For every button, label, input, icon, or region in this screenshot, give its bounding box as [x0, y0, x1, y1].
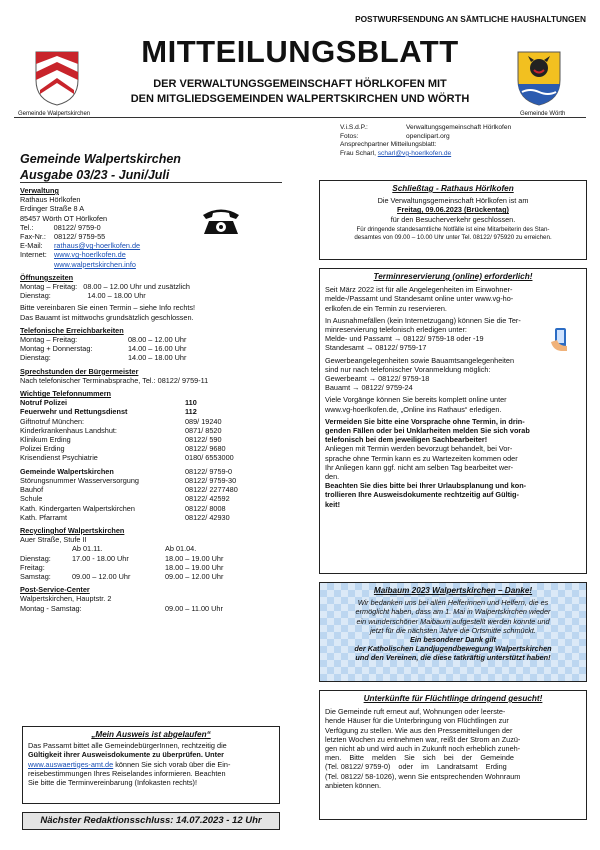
- postwurf-note: POSTWURFSENDUNG AN SÄMTLICHE HAUSHALTUNGEN: [355, 14, 586, 24]
- ausgabe-underline: [20, 182, 282, 183]
- fluechtlinge-box: [319, 690, 587, 820]
- recyclinghof-row: Samstag: 09.00 – 12.00 Uhr 09.00 – 12.00 Uhr: [20, 571, 224, 581]
- termin-text-e: Vermeiden Sie bitte eine Vorsprache ohne Termin, in drin- genden Fällen oder bei Unklarheiten melden Sie sich vorab telefonisch bei dem jeweiligen Sachbearbeiter!: [325, 416, 530, 445]
- left-crest-caption: Gemeinde Walpertskirchen: [18, 111, 91, 117]
- oeffnungszeiten-note: Bitte vereinbaren Sie einen Termin – siehe Info rechts!: [20, 303, 196, 313]
- schliesstag-text: für den Besucherverkehr geschlossen.: [390, 214, 516, 224]
- fotos-label: Fotos:: [340, 132, 359, 140]
- verwaltung-line: 85457 Wörth OT Hörlkofen: [20, 213, 108, 223]
- schliesstag-date: Freitag, 09.06.2023 (Brückentag): [397, 205, 509, 215]
- schliesstag-box: [319, 180, 587, 260]
- maibaum-text: Ein besonderer Dank gilt: [410, 635, 496, 645]
- ausweis-title: „Mein Ausweis ist abgelaufen“: [91, 730, 211, 739]
- termin-text-f: Anliegen mit Termin werden bevorzugt behandelt, bei Vor- sprache ohne Termin kann es zu Wartezeiten kommen oder Ihr Anliegen kann ggf. nicht am selben Tag bearbeitet wer- den.: [325, 444, 518, 482]
- recyclinghof-row: Freitag: 18.00 – 19.00 Uhr: [20, 562, 224, 572]
- termin-text-g: Beachten Sie dies bitte bei Ihrer Urlaubsplanung und kon- trollieren Ihre Ausweisdokumente rechtzeitig auf Gültig- keit!: [325, 481, 527, 509]
- internet-link-vg[interactable]: www.vg-hoerlkofen.de: [54, 250, 126, 260]
- sprechstunden-heading: Sprechstunden der Bürgermeister: [20, 366, 139, 376]
- gemeindenummern-heading: Gemeinde Walpertskirchen 08122/ 9759-0: [20, 466, 233, 476]
- visdp-block: [340, 124, 590, 158]
- visdp-label: V.i.S.d.P.:: [340, 124, 368, 131]
- telefonisch-row: Montag + Donnerstag: 14.00 – 16.00 Uhr: [20, 344, 187, 354]
- maibaum-text: der Katholischen Landjugendbewegung Walpertskirchen: [354, 644, 552, 654]
- left-column: [20, 186, 282, 613]
- maibaum-text: ein wunderschöner Maibaum aufgestellt werden konnte und: [356, 616, 550, 626]
- sprechstunden-text: Nach telefonischer Terminabsprache, Tel.: 08122/ 9759-11: [20, 375, 209, 385]
- recyclinghof-address: Auer Straße, Stufe II: [20, 535, 87, 545]
- termin-text-d: Viele Vorgänge können Sie bereits komplett online unter www.vg-hoerlkofen.de, „Online ins Rathaus“ erledigen.: [325, 395, 507, 414]
- ausweis-text: Sie bitte die Terminvereinbarung (Infokasten rechts)!: [28, 778, 197, 788]
- postservice-address: Walpertskirchen, Hauptstr. 2: [20, 594, 112, 604]
- gemeindenummer-row: Störungsnummer Wasserversorgung 08122/ 9759-30: [20, 475, 237, 485]
- fluechtlinge-line: (Tel. 08122/ 58-1026), wenn Sie entsprechenden Wohnraum: [325, 771, 521, 781]
- maibaum-title: Maibaum 2023 Walpertskirchen – Danke!: [373, 586, 533, 595]
- header-divider: [14, 117, 586, 118]
- internet-label: Internet:: [20, 250, 47, 260]
- oeffnungszeiten-line: Montag – Freitag: 08.00 – 12.00 Uhr und zusätzlich: [20, 282, 190, 292]
- verwaltung-tel: Tel.: 08122/ 9759-0: [20, 222, 101, 232]
- maibaum-box: [319, 582, 587, 682]
- termin-text-b: In Ausnahmefällen (kein Internetzugang) können Sie die Ter- minreservierung telefonisch erledigen unter: Melde- und Passamt → 08122/ 9759-18 oder -19 Standesamt → 08122/ 9759-17: [325, 316, 581, 353]
- telefonisch-row: Dienstag: 14.00 – 18.00 Uhr: [20, 353, 187, 363]
- ansprechpartner-label: Ansprechpartner Mitteilungsblatt:: [340, 141, 437, 149]
- fotos-value: openclipart.org: [406, 132, 450, 140]
- email-link[interactable]: rathaus@vg-hoerlkofen.de: [54, 241, 141, 251]
- schliesstag-note: Für dringende standesamtliche Notfälle ist eine Mitarbeiterin des Stan-: [356, 225, 550, 233]
- auswaertiges-amt-link[interactable]: www.auswaertiges-amt.de: [28, 759, 114, 769]
- gemeindenummer-row: Schule 08122/ 42592: [20, 494, 230, 504]
- fluechtlinge-line: men. Bitte melden Sie sich bei der Gemeinde: [325, 753, 514, 763]
- recyclinghof-row: Dienstag: 17.00 - 18.00 Uhr 18.00 – 19.00 Uhr: [20, 553, 224, 563]
- verwaltung-fax: Fax-Nr.: 08122/ 9759-55: [20, 232, 106, 242]
- visdp-value: Verwaltungsgemeinschaft Hörlkofen: [406, 124, 512, 131]
- ansprechpartner-name: Frau Scharl,: [340, 149, 378, 157]
- termin-title: Terminreservierung (online) erforderlich!: [373, 272, 533, 281]
- oeffnungszeiten-heading: Öffnungszeiten: [20, 272, 74, 282]
- maibaum-text: ermöglicht haben, dass am 1. Mai in Walpertskirchen wieder: [355, 607, 551, 617]
- ausweis-box: [22, 726, 280, 804]
- fluechtlinge-line: hende Häuser für die Unterbringung von Flüchtlingen zur: [325, 716, 509, 726]
- termin-text-a: Seit März 2022 ist für alle Angelegenheiten im Einwohner- melde-/Passamt und Standesamt online unter www.vg-ho- erlkofen.de ein Termin zu reservieren.: [325, 285, 514, 313]
- email-label: E-Mail:: [20, 241, 43, 251]
- telefonnummer-row: Klinikum Erding 08122/ 590: [20, 435, 222, 445]
- right-crest-caption: Gemeinde Wörth: [520, 111, 566, 117]
- telefonnummer-row: Kinderkrankenhaus Landshut: 0871/ 8520: [20, 425, 222, 435]
- recyclinghof-heading: Recyclinghof Walpertskirchen: [20, 525, 125, 535]
- fluechtlinge-line: anbieten können.: [325, 780, 381, 790]
- gemeindenummer-row: Kath. Pfarramt 08122/ 42930: [20, 512, 230, 522]
- verwaltung-heading: Verwaltung: [20, 186, 59, 195]
- gemeindenummer-row: Kath. Kindergarten Walpertskirchen 08122/ 8008: [20, 503, 226, 513]
- ansprechpartner-email-link[interactable]: scharl@vg-hoerlkofen.de: [377, 149, 452, 157]
- internet-link-walpertskirchen[interactable]: www.walpertskirchen.info: [54, 259, 136, 269]
- maibaum-text: und den Vereinen, die diese tatkräftig unterstützt haben!: [355, 653, 551, 663]
- termin-text-c: Gewerbeangelegenheiten sowie Bauamtsangelegenheiten sind nur nach telefonischer Voranmeldung möglich: Gewerbeamt → 08122/ 9759-18 Bauamt → 08122/ 9759-24: [325, 355, 515, 393]
- telefonnummern-heading: Wichtige Telefonnummern: [20, 389, 112, 399]
- fluechtlinge-line: letzten Wochen zu entnehmen war, reißt der Strom an Zuzü-: [325, 734, 521, 744]
- fluechtlinge-line: Verfügung zu stellen. Wie aus den Pressemitteilungen der: [325, 725, 513, 735]
- recyclinghof-col-heads: Ab 01.11. Ab 01.04.: [72, 544, 197, 554]
- gemeindenummer-row: Bauhof 08122/ 2277480: [20, 485, 238, 495]
- gemeinde-name: Gemeinde Walpertskirchen: [20, 152, 181, 166]
- maibaum-text: jetzt für die nächsten Jahre die Ortsmitte schmückt.: [370, 625, 536, 635]
- verwaltung-line: Erdinger Straße 8 A: [20, 204, 85, 214]
- termin-box: [319, 268, 587, 574]
- oeffnungszeiten-line: Dienstag: 14.00 – 18.00 Uhr: [20, 291, 146, 301]
- maibaum-text: Wir bedanken uns bei allen Helferinnen und Helfern, die es: [357, 598, 549, 608]
- fluechtlinge-line: Die Gemeinde ruft erneut auf, Wohnungen oder leerste-: [325, 707, 506, 717]
- schliesstag-note: desamtes von 09.00 – 10.00 Uhr unter Tel. 08122/ 975920 zu erreichen.: [354, 234, 552, 242]
- telefonnummer-row: Polizei Erding 08122/ 9680: [20, 444, 226, 454]
- subtitle-line-2: DEN MITGLIEDSGEMEINDEN WALPERTSKIRCHEN UND WÖRTH: [130, 93, 470, 105]
- verwaltung-line: Rathaus Hörlkofen: [20, 195, 81, 205]
- telefonisch-heading: Telefonische Erreichbarkeiten: [20, 325, 124, 335]
- telefonnummer-row: Giftnotruf München: 089/ 19240: [20, 416, 222, 426]
- oeffnungszeiten-note: Das Bauamt ist mittwochs grundsätzlich geschlossen.: [20, 312, 194, 322]
- postservice-heading: Post-Service-Center: [20, 585, 90, 595]
- telefonisch-row: Montag – Freitag: 08.00 – 12.00 Uhr: [20, 335, 187, 345]
- telefonnummer-row: Feuerwehr und Rettungsdienst 112: [20, 407, 197, 417]
- ausweis-text: können Sie sich vorab über die Ein-: [113, 759, 231, 769]
- schliesstag-title: Schließtag - Rathaus Hörlkofen: [392, 184, 514, 193]
- page-title: MITTEILUNGSBLATT: [141, 34, 459, 69]
- subtitle-line-1: DER VERWALTUNGSGEMEINSCHAFT HÖRLKOFEN MIT: [153, 78, 447, 90]
- ausweis-text: reisebestimmungen Ihres Reiselandes informieren. Beachten: [28, 768, 226, 778]
- schliesstag-text: Die Verwaltungsgemeinschaft Hörlkofen ist am: [377, 196, 529, 206]
- postservice-hours: Montag - Samstag: 09.00 – 11.00 Uhr: [20, 603, 223, 613]
- ausweis-text: Das Passamt bittet alle GemeindebürgerInnen, rechtzeitig die: [28, 741, 227, 751]
- fluechtlinge-line: gen nicht ab und wird auch in Zukunft noch erheblich zuneh-: [325, 744, 521, 754]
- smartphone-hand-icon: [547, 326, 573, 352]
- redaktionsschluss: Nächster Redaktionsschluss: 14.07.2023 - 12 Uhr: [22, 812, 280, 830]
- ausweis-text: Gültigkeit ihrer Ausweisdokumente zu überprüfen. Unter: [28, 750, 224, 760]
- fluechtlinge-line: (Tel. 08122/ 9759-0) oder im Landratsamt Erding: [325, 762, 507, 772]
- telefonnummer-row: Notruf Polizei 110: [20, 398, 197, 408]
- ausgabe: Ausgabe 03/23 - Juni/Juli: [20, 168, 170, 182]
- telefonnummer-row: Krisendienst Psychiatrie 0180/ 6553000: [20, 453, 234, 463]
- fluechtlinge-title: Unterkünfte für Flüchtlinge dringend gesucht!: [363, 694, 543, 703]
